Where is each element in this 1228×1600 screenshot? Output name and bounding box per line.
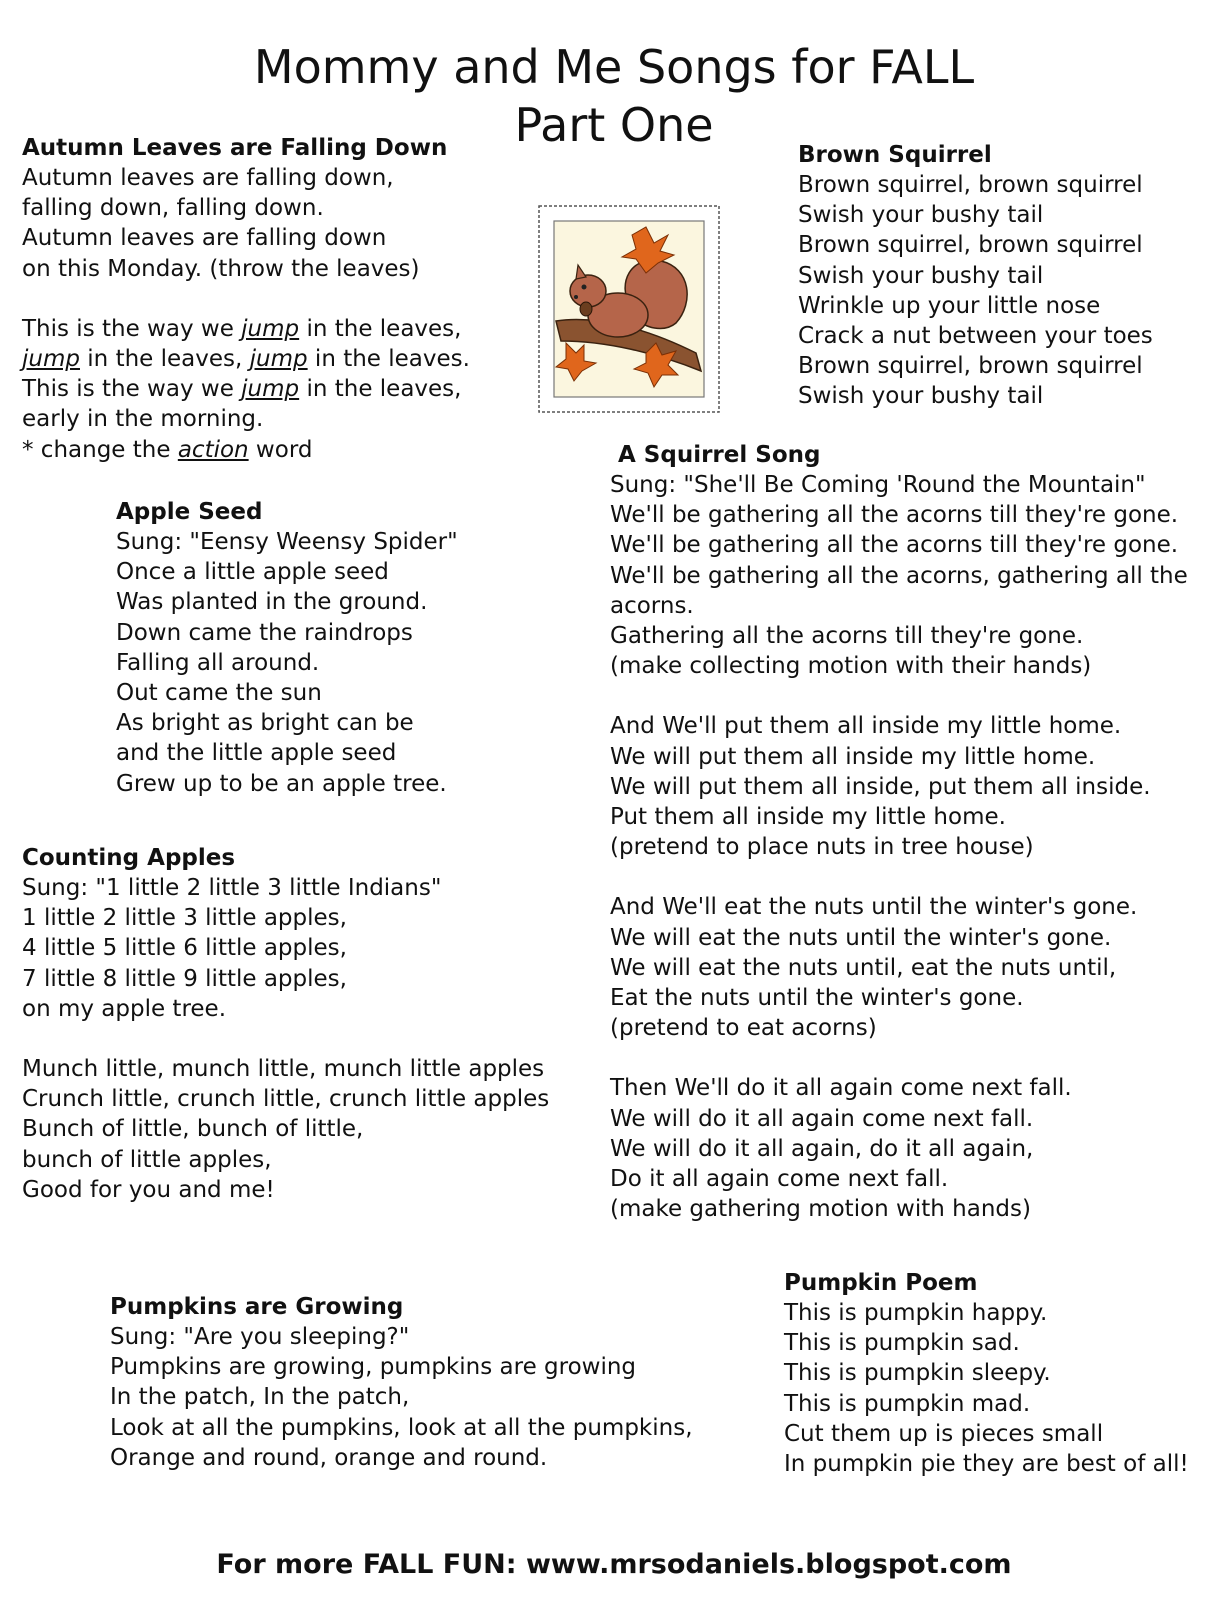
- song-brown-squirrel: [798, 140, 1153, 412]
- action-word: action: [177, 436, 249, 463]
- lyric-line: Orange and round, orange and round.: [110, 1444, 548, 1471]
- action-word: jump: [22, 346, 80, 373]
- lyric-line: (make collecting motion with their hands): [610, 653, 1092, 680]
- lyric-line: 7 little 8 little 9 little apples,: [22, 965, 347, 992]
- lyric-line: This is pumpkin sad.: [784, 1330, 1020, 1357]
- song-squirrel-song: [610, 440, 1188, 1224]
- lyric-line: We will do it all again come next fall.: [610, 1105, 1034, 1132]
- lyric-line: This is the way we jump in the leaves,: [22, 315, 462, 342]
- lyric-line: Cut them up is pieces small: [784, 1420, 1104, 1447]
- lyric-line: Brown squirrel, brown squirrel: [798, 353, 1143, 380]
- lyric-line: acorns.: [610, 592, 694, 619]
- lyric-line: In the patch, In the patch,: [110, 1384, 410, 1411]
- lyric-line: We will put them all inside my little home.: [610, 743, 1096, 770]
- action-word: jump: [249, 346, 308, 373]
- lyric-line: (pretend to eat acorns): [610, 1015, 877, 1042]
- squirrel-stamp-icon: [536, 203, 722, 415]
- action-word: jump: [241, 315, 300, 342]
- song-pumpkin-poem: [784, 1268, 1189, 1479]
- song-heading: Autumn Leaves are Falling Down: [22, 135, 448, 161]
- lyric-line: And We'll eat the nuts until the winter's gone.: [610, 894, 1138, 921]
- lyric-line: Look at all the pumpkins, look at all the pumpkins,: [110, 1414, 693, 1441]
- lyric-note: * change the action word: [22, 436, 313, 463]
- lyric-line: Swish your bushy tail: [798, 262, 1044, 289]
- lyric-line: We will put them all inside, put them all inside.: [610, 773, 1151, 800]
- lyric-line: on my apple tree.: [22, 995, 227, 1022]
- lyric-line: Eat the nuts until the winter's gone.: [610, 985, 1024, 1012]
- lyric-line: In pumpkin pie they are best of all!: [784, 1451, 1189, 1478]
- lyric-line: Pumpkins are growing, pumpkins are growing: [110, 1354, 637, 1381]
- lyric-line: early in the morning.: [22, 406, 264, 433]
- lyric-line: on this Monday. (throw the leaves): [22, 255, 420, 282]
- footer-link[interactable]: For more FALL FUN: www.mrsodaniels.blogspot.com: [216, 1549, 1012, 1580]
- lyric-line: and the little apple seed: [116, 740, 397, 767]
- lyric-line: Sung: "Are you sleeping?": [110, 1324, 410, 1350]
- lyric-line: Grew up to be an apple tree.: [116, 770, 447, 797]
- lyric-line: Do it all again come next fall.: [610, 1166, 949, 1193]
- lyric-line: Out came the sun: [116, 680, 322, 707]
- action-word: jump: [241, 376, 300, 403]
- lyric-line: (pretend to place nuts in tree house): [610, 834, 1034, 861]
- song-heading: Apple Seed: [116, 499, 263, 525]
- lyric-line: Wrinkle up your little nose: [798, 292, 1101, 319]
- lyric-line: Good for you and me!: [22, 1176, 275, 1203]
- lyric-line: (make gathering motion with hands): [610, 1196, 1031, 1223]
- lyric-line: Autumn leaves are falling down: [22, 225, 387, 252]
- lyric-line: As bright as bright can be: [116, 710, 414, 737]
- lyric-line: This is pumpkin sleepy.: [784, 1360, 1051, 1387]
- lyric-line: We will eat the nuts until, eat the nuts until,: [610, 954, 1117, 981]
- title-line-1: Mommy and Me Songs for FALL: [253, 40, 975, 94]
- song-heading: Pumpkins are Growing: [110, 1294, 404, 1320]
- song-heading: Pumpkin Poem: [784, 1270, 978, 1296]
- lyric-line: And We'll put them all inside my little home.: [610, 713, 1122, 740]
- song-heading: Counting Apples: [22, 845, 236, 871]
- lyric-line: 1 little 2 little 3 little apples,: [22, 905, 347, 932]
- lyric-line: We will eat the nuts until the winter's gone.: [610, 924, 1112, 951]
- song-apple-seed: [116, 497, 458, 799]
- lyric-line: This is pumpkin mad.: [784, 1390, 1031, 1417]
- lyric-line: Crunch little, crunch little, crunch little apples: [22, 1086, 550, 1113]
- lyric-line: Swish your bushy tail: [798, 383, 1044, 410]
- lyric-line: Sung: "1 little 2 little 3 little Indians": [22, 875, 442, 901]
- lyric-line: 4 little 5 little 6 little apples,: [22, 935, 347, 962]
- song-heading: A Squirrel Song: [618, 442, 821, 468]
- lyric-line: bunch of little apples,: [22, 1146, 272, 1173]
- lyric-line: Then We'll do it all again come next fall.: [610, 1075, 1072, 1102]
- lyric-line: Brown squirrel, brown squirrel: [798, 232, 1143, 259]
- lyric-line: Down came the raindrops: [116, 619, 413, 646]
- lyric-line: We'll be gathering all the acorns till they're gone.: [610, 502, 1179, 529]
- lyric-line: Crack a nut between your toes: [798, 323, 1153, 350]
- lyric-line: Autumn leaves are falling down,: [22, 165, 394, 191]
- song-counting-apples: [22, 843, 549, 1205]
- lyric-line: Falling all around.: [116, 649, 320, 676]
- lyric-line: Once a little apple seed: [116, 559, 389, 586]
- lyric-line: Brown squirrel, brown squirrel: [798, 172, 1143, 198]
- lyric-line: falling down, falling down.: [22, 195, 324, 222]
- lyric-line: jump in the leaves, jump in the leaves.: [22, 346, 470, 373]
- song-autumn-leaves: [22, 133, 470, 465]
- lyric-line: Put them all inside my little home.: [610, 804, 1006, 831]
- title-line-2: Part One: [514, 98, 714, 152]
- lyric-line: Gathering all the acorns till they're gone.: [610, 623, 1084, 650]
- lyric-line: We will do it all again, do it all again,: [610, 1135, 1034, 1162]
- lyric-line: Bunch of little, bunch of little,: [22, 1116, 364, 1143]
- lyric-line: Sung: "She'll Be Coming 'Round the Mountain": [610, 472, 1146, 498]
- lyric-line: Munch little, munch little, munch little apples: [22, 1056, 545, 1083]
- lyric-line: Swish your bushy tail: [798, 202, 1044, 229]
- lyric-line: We'll be gathering all the acorns till they're gone.: [610, 532, 1179, 559]
- lyric-line: Sung: "Eensy Weensy Spider": [116, 529, 458, 555]
- lyric-line: This is the way we jump in the leaves,: [22, 376, 462, 403]
- song-heading: Brown Squirrel: [798, 142, 992, 168]
- song-pumpkins-growing: [110, 1292, 693, 1473]
- lyric-line: Was planted in the ground.: [116, 589, 428, 616]
- lyric-line: We'll be gathering all the acorns, gathering all the: [610, 562, 1188, 589]
- lyric-line: This is pumpkin happy.: [784, 1300, 1048, 1326]
